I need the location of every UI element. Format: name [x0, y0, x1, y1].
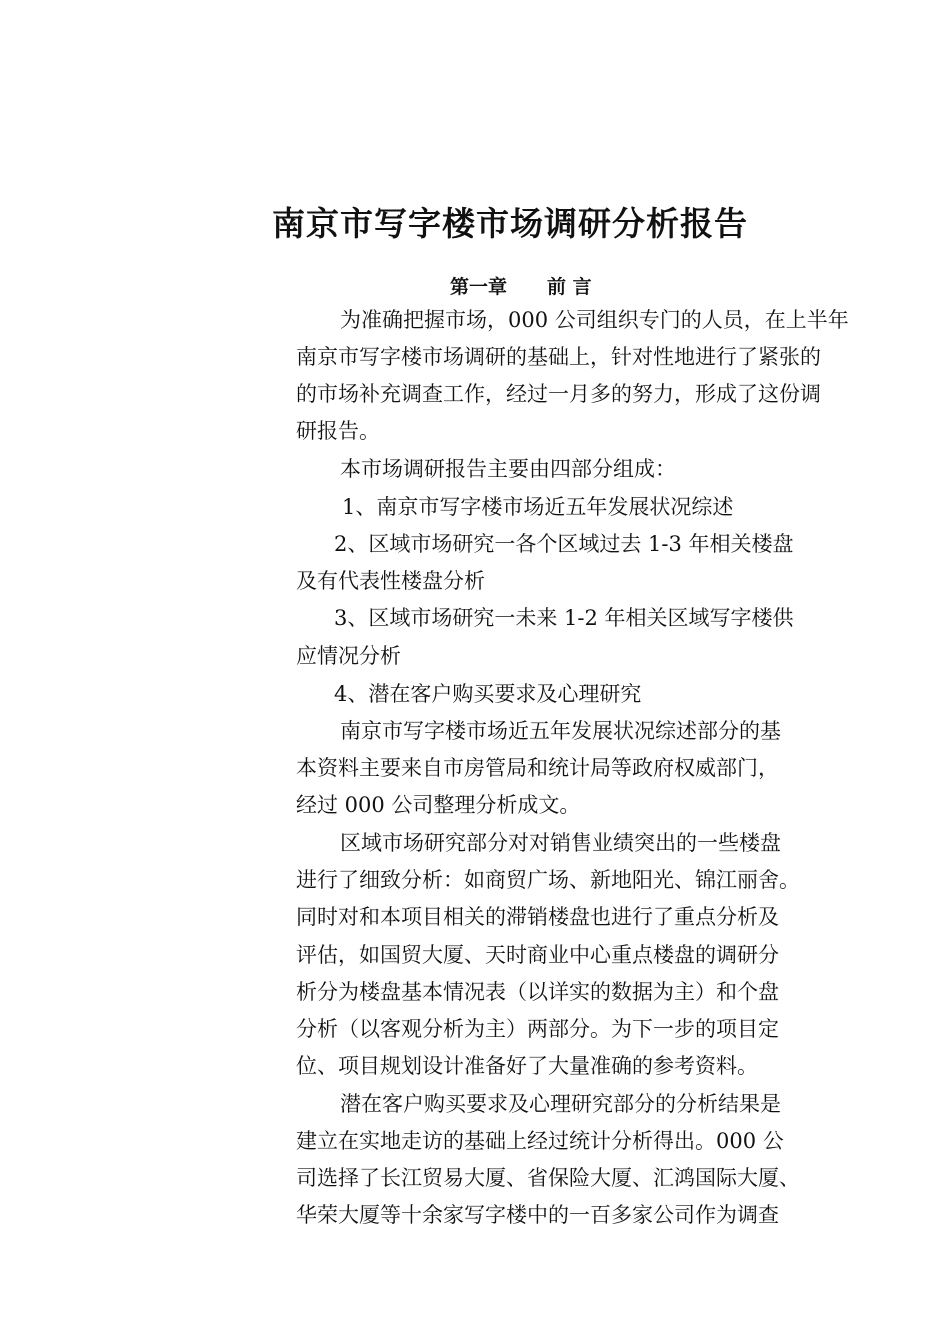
list-item: 1、南京市写字楼市场近五年发展状况综述 — [342, 495, 734, 519]
body-line: 析分为楼盘基本情况表（以详实的数据为主）和个盘 — [296, 980, 779, 1004]
body-line: 南京市写字楼市场调研的基础上，针对性地进行了紧张的 — [296, 345, 821, 369]
body-line: 本市场调研报告主要由四部分组成： — [340, 457, 676, 481]
body-line: 为准确把握市场，000 公司组织专门的人员，在上半年 — [340, 308, 849, 332]
body-line: 分析（以客观分析为主）两部分。为下一步的项目定 — [296, 1017, 779, 1041]
list-item: 3、区域市场研究一未来 1-2 年相关区域写字楼供 — [334, 606, 794, 630]
body-line: 研报告。 — [296, 419, 380, 443]
body-line: 区域市场研究部分对对销售业绩突出的一些楼盘 — [340, 831, 781, 855]
document-title: 南京市写字楼市场调研分析报告 — [272, 204, 748, 243]
body-line: 华荣大厦等十余家写字楼中的一百多家公司作为调查 — [296, 1203, 779, 1227]
list-item: 4、潜在客户购买要求及心理研究 — [334, 682, 642, 706]
list-item: 2、区域市场研究一各个区域过去 1-3 年相关楼盘 — [334, 532, 794, 556]
body-line: 本资料主要来自市房管局和统计局等政府权威部门， — [296, 756, 779, 780]
body-line: 位、项目规划设计准备好了大量准确的参考资料。 — [296, 1054, 758, 1078]
body-line: 经过 000 公司整理分析成文。 — [296, 793, 581, 817]
chapter-name: 前 言 — [547, 276, 592, 298]
body-line: 南京市写字楼市场近五年发展状况综述部分的基 — [340, 719, 781, 743]
body-line: 评估，如国贸大厦、天时商业中心重点楼盘的调研分 — [296, 943, 779, 967]
body-line: 及有代表性楼盘分析 — [296, 569, 485, 593]
body-line: 进行了细致分析：如商贸广场、新地阳光、锦江丽舍。 — [296, 868, 800, 892]
body-line: 建立在实地走访的基础上经过统计分析得出。000 公 — [296, 1129, 784, 1153]
chapter-number: 第一章 — [450, 276, 508, 298]
body-line: 的市场补充调查工作，经过一月多的努力，形成了这份调 — [296, 382, 821, 406]
body-line: 司选择了长江贸易大厦、省保险大厦、汇鸿国际大厦、 — [296, 1166, 800, 1190]
body-line: 应情况分析 — [296, 644, 401, 668]
chapter-heading — [450, 272, 592, 302]
body-line: 同时对和本项目相关的滞销楼盘也进行了重点分析及 — [296, 905, 779, 929]
body-line: 潜在客户购买要求及心理研究部分的分析结果是 — [340, 1092, 781, 1116]
